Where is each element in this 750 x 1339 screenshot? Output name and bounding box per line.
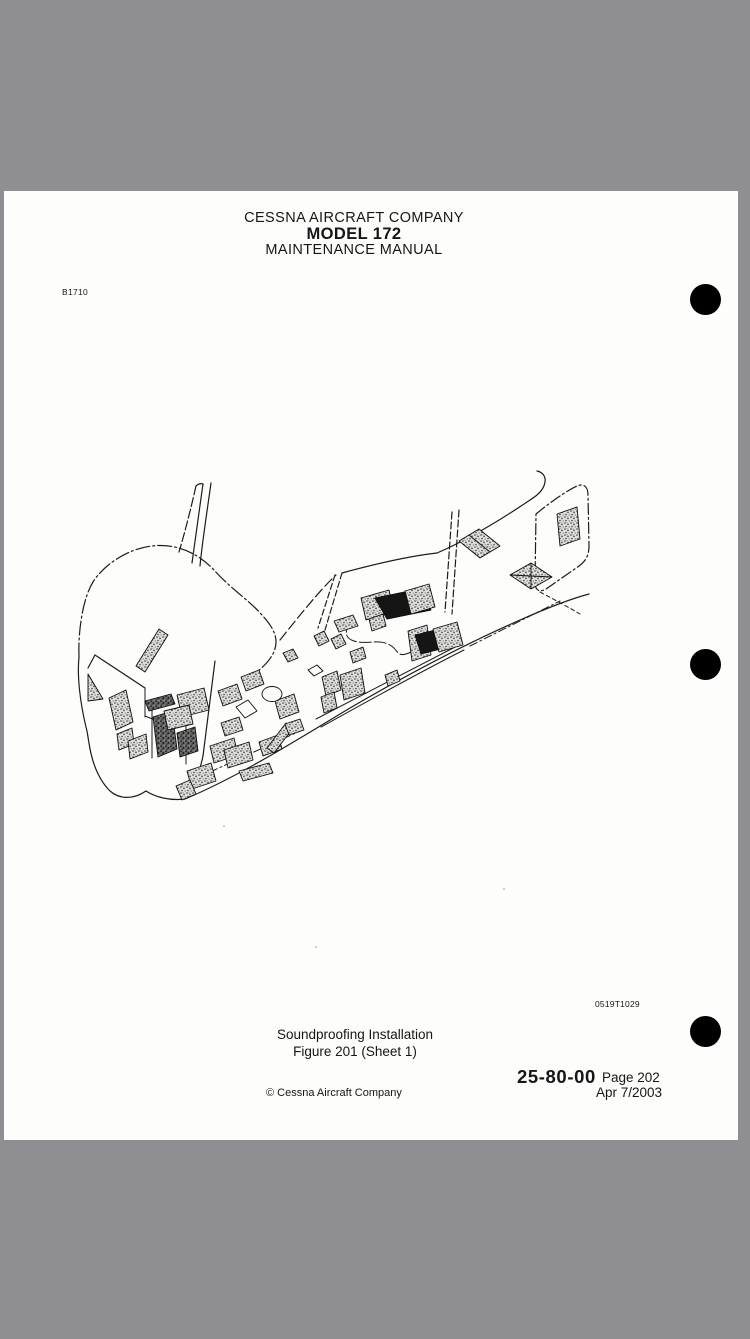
page-header	[0, 211, 708, 258]
scan-speck	[223, 825, 225, 827]
scan-speck	[503, 888, 505, 890]
figure-caption-title: Soundproofing Installation	[276, 1027, 434, 1042]
punch-hole-middle	[690, 649, 721, 680]
manual-title: MAINTENANCE MANUAL	[265, 242, 443, 258]
plate-code: B1710	[62, 287, 89, 297]
figure-caption-number: Figure 201 (Sheet 1)	[293, 1043, 417, 1059]
drawing-number: 0519T1029	[595, 999, 640, 1009]
company-name: CESSNA AIRCRAFT COMPANY	[244, 210, 464, 226]
model-title: MODEL 172	[306, 225, 402, 243]
copyright-notice: © Cessna Aircraft Company	[266, 1087, 402, 1099]
page-number: Page 202	[602, 1070, 660, 1085]
chapter-section-number: 25-80-00	[517, 1066, 596, 1087]
revision-date: Apr 7/2003	[596, 1085, 663, 1100]
scan-speck	[315, 946, 317, 948]
manual-page	[4, 191, 738, 1140]
figure-caption	[0, 1027, 710, 1060]
punch-hole-top	[690, 284, 721, 315]
